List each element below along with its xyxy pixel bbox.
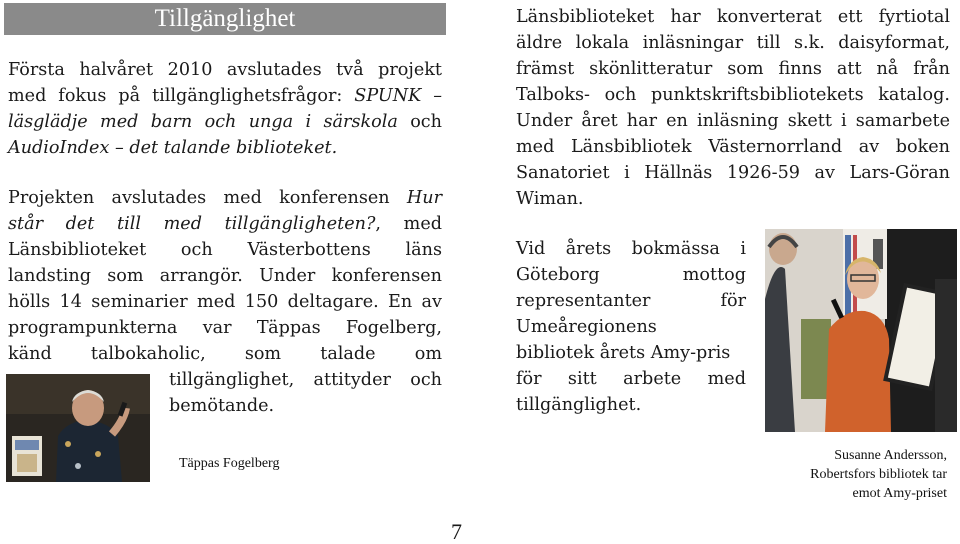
text-line: läsglädje med barn och unga i särskola och <box>8 112 442 132</box>
text-line: med Länsbibliotek Västernorrland av boken <box>516 137 950 157</box>
left-paragraph-2 <box>8 185 442 367</box>
speaker-photo <box>6 374 150 482</box>
text-line: Umeåregionens <box>516 317 657 337</box>
text-line: står det till med tillgängligheten?, med <box>8 214 442 234</box>
text-line: representanter för <box>516 291 746 311</box>
speaker-photo-illustration <box>6 374 150 482</box>
text-line: Wiman. <box>516 189 584 209</box>
text-line: Länsbiblioteket har konverterat ett fyrtiotal <box>516 7 950 27</box>
text-line: för sitt arbete med <box>516 369 746 389</box>
caption-line: Susanne Andersson, <box>834 448 947 463</box>
text-line: främst skönlitteratur som finns att nå från <box>516 59 950 79</box>
text-line: tillgänglighet. <box>516 395 642 415</box>
award-photo-illustration <box>765 229 957 432</box>
text-line: Talboks- och punktskriftsbibliotekets katalog. <box>516 85 950 105</box>
text-line: Vid årets bokmässa i <box>516 239 746 259</box>
text-line: Länsbiblioteket och Västerbottens läns <box>8 240 442 260</box>
text-line: Under året har en inläsning skett i samarbete <box>516 111 950 131</box>
section-heading-bar <box>4 3 446 35</box>
caption-line: Robertsfors bibliotek tar <box>810 467 947 482</box>
text-line: äldre lokala inläsningar till s.k. daisyformat, <box>516 33 950 53</box>
text-line: hölls 14 seminarier med 150 deltagare. En av <box>8 292 442 312</box>
text-line: Göteborg mottog <box>516 265 746 285</box>
caption-line: emot Amy-priset <box>852 486 947 501</box>
text-line: bibliotek årets Amy-pris <box>516 343 731 363</box>
text-line: landsting som arrangör. Under konferensen <box>8 266 442 286</box>
right-paragraph-1 <box>516 4 950 212</box>
section-heading: Tillgänglighet <box>154 5 296 32</box>
text-line: bemötande. <box>169 396 275 416</box>
text-line: Första halvåret 2010 avslutades två projekt <box>8 60 442 80</box>
text-line: Projekten avslutades med konferensen Hur <box>8 188 442 208</box>
text-line: tillgänglighet, attityder och <box>169 370 442 390</box>
left-paragraph-1 <box>8 57 442 161</box>
award-photo <box>765 229 957 432</box>
right-paragraph-2 <box>516 236 746 418</box>
left-photo-caption: Täppas Fogelberg <box>179 456 280 471</box>
text-line: AudioIndex – det talande biblioteket. <box>8 138 338 158</box>
page-number: 7 <box>451 519 462 544</box>
text-line: med fokus på tillgänglighetsfrågor: SPUNK – <box>8 86 442 106</box>
left-paragraph-2-wrap <box>169 367 442 419</box>
right-photo-caption <box>765 446 947 503</box>
text-line: programpunkterna var Täppas Fogelberg, <box>8 318 442 338</box>
text-line: känd talbokaholic, som talade om <box>8 344 442 364</box>
text-line: Sanatoriet i Hällnäs 1926-59 av Lars-Göran <box>516 163 950 183</box>
